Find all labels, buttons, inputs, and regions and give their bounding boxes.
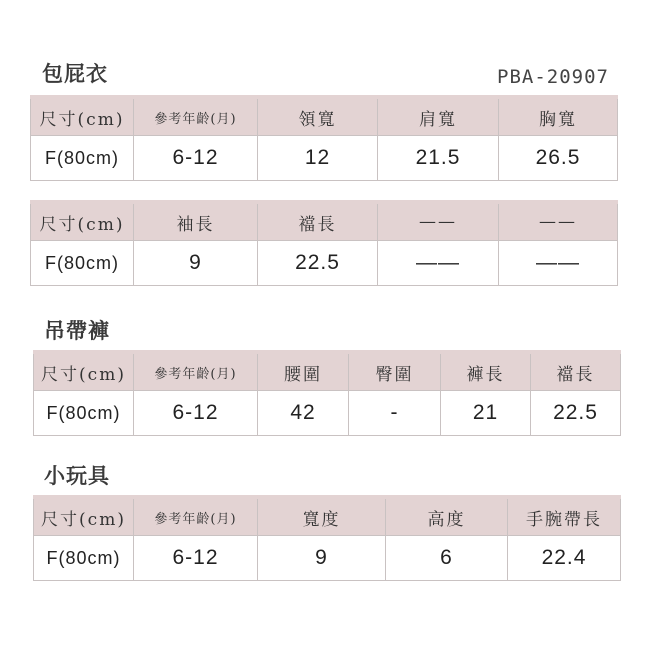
table-cell: 12 [258, 136, 378, 181]
header-cell: 胸寬 [499, 97, 618, 136]
header-cell: 尺寸(cm) [34, 497, 134, 536]
section-title-bodysuit: 包屁衣 [42, 62, 108, 86]
table-row [31, 136, 618, 181]
product-code: PBA-20907 [497, 66, 609, 88]
table-cell: 6 [386, 536, 508, 581]
header-cell: 尺寸(cm) [31, 97, 134, 136]
header-cell: 領寬 [258, 97, 378, 136]
table-cell: - [349, 391, 441, 436]
table-cell: 6-12 [134, 391, 258, 436]
header-cell: 寬度 [258, 497, 386, 536]
table-cell: —— [499, 241, 618, 286]
header-cell: 參考年齡(月) [134, 497, 258, 536]
toy-size-table [33, 495, 621, 581]
table-header-row [34, 352, 621, 391]
header-cell: 襠長 [258, 202, 378, 241]
table-header-row [31, 97, 618, 136]
header-cell: 高度 [386, 497, 508, 536]
table-row [34, 391, 621, 436]
table-cell: 42 [258, 391, 349, 436]
bodysuit-size-table-2 [30, 200, 618, 286]
table-cell: 21 [441, 391, 531, 436]
header-cell: 尺寸(cm) [34, 352, 134, 391]
header-cell: 參考年齡(月) [134, 97, 258, 136]
table-cell: F(80cm) [31, 241, 134, 286]
section-title-overalls: 吊帶褲 [44, 319, 110, 343]
table-cell: 6-12 [134, 536, 258, 581]
table-cell: 22.4 [508, 536, 621, 581]
header-cell: 袖長 [134, 202, 258, 241]
header-cell: 襠長 [531, 352, 621, 391]
header-cell: 腰圍 [258, 352, 349, 391]
table-row [31, 241, 618, 286]
table-cell: —— [378, 241, 499, 286]
bodysuit-size-table-1 [30, 95, 618, 181]
table-cell: F(80cm) [34, 536, 134, 581]
table-cell: F(80cm) [34, 391, 134, 436]
overalls-size-table [33, 350, 621, 436]
table-row [34, 536, 621, 581]
table-cell: 9 [134, 241, 258, 286]
header-cell: 尺寸(cm) [31, 202, 134, 241]
table-cell: 22.5 [258, 241, 378, 286]
header-cell: 臀圍 [349, 352, 441, 391]
table-cell: 9 [258, 536, 386, 581]
table-cell: 6-12 [134, 136, 258, 181]
table-cell: F(80cm) [31, 136, 134, 181]
section-title-toy: 小玩具 [44, 464, 110, 488]
table-cell: 22.5 [531, 391, 621, 436]
header-cell: 褲長 [441, 352, 531, 391]
table-cell: 21.5 [378, 136, 499, 181]
header-cell: —— [499, 202, 618, 241]
table-header-row [31, 202, 618, 241]
header-cell: 參考年齡(月) [134, 352, 258, 391]
header-cell: 肩寬 [378, 97, 499, 136]
header-cell: —— [378, 202, 499, 241]
table-header-row [34, 497, 621, 536]
header-cell: 手腕帶長 [508, 497, 621, 536]
table-cell: 26.5 [499, 136, 618, 181]
